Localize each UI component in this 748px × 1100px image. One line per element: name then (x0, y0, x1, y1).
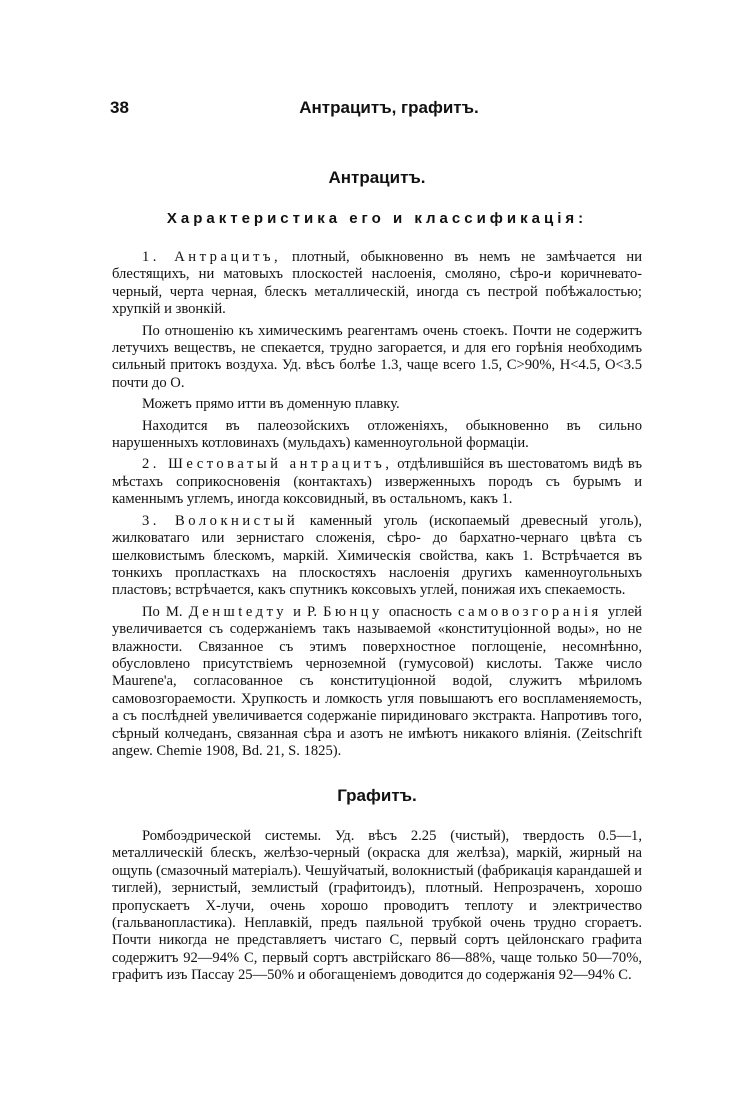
paragraph-text: По М. (142, 603, 189, 620)
paragraph-text: отдѣлившійся въ шестоватомъ видѣ въ мѣстахъ соприкосновенія (контактахъ) изверженныхъ породъ съ бурымъ и каменнымъ углемъ, иногда коксовидный, въ остальномъ, какъ 1. (112, 456, 642, 508)
anthracite-section (112, 168, 642, 760)
term-anthracite: 1. Антрацитъ, (142, 249, 282, 265)
paragraph-text: плотный, обыкновенно въ немъ не замѣчается ни блестящихъ, ни матовыхъ плоскостей наслоенія, смоляно, сѣро-и коричневато-черный, черта черная, блескъ металлическій, иногда съ пестрой побѣжалостью; хрупкій и звонкій. (112, 249, 643, 318)
paragraph-anthracite-2: По отношенію къ химическимъ реагентамъ очень стоекъ. Почти не содержитъ летучихъ веществъ, не спекается, трудно загорается, и для его горѣнія необходимъ сильный притокъ воздуха. Уд. вѣсъ болѣе 1.3, чаще всего 1.5, C>90%, H<4.5, O<3.5 почти до O. (112, 322, 642, 391)
section-title-graphite: Графитъ. (337, 786, 417, 805)
paragraph-anthracite-4: Находится въ палеозойскихъ отложеніяхъ, обыкновенно въ сильно нарушенныхъ котловинахъ (мульдахъ) каменноугольной формаціи. (112, 417, 642, 452)
paragraph-text: каменный уголь (ископаемый древесный уголь), жилковатаго или зернистаго сложенія, сѣро- до бархатно-чернаго цвѣта съ шелковистымъ блескомъ, маркій. Химическія свойства, какъ 1. Встрѣчается въ тонкихъ пропласткахъ на плоскостяхъ наслоенія другихъ каменноугольныхъ пластовъ; встрѣчается, какъ спутникъ коксовыхъ углей, понижая ихъ спекаемость. (112, 512, 642, 599)
paragraph-text: опасность (382, 603, 458, 620)
paragraph-anthracite-6 (112, 513, 642, 600)
paragraph-anthracite-5 (112, 456, 642, 508)
term-columnar-anthracite: 2. Шестоватый антрацитъ, (142, 456, 393, 473)
section-subtitle-characteristics: Характеристика его и классификація: (166, 210, 588, 227)
page-number: 38 (110, 98, 129, 117)
section-title-anthracite: Антрацитъ. (328, 168, 426, 187)
author-name-buenz: Бюнцу (323, 603, 383, 620)
author-name-denstedt: Деншtедту (188, 603, 288, 620)
paragraph-anthracite-7 (112, 604, 642, 761)
running-head: Антрацитъ, графитъ. (299, 98, 479, 117)
paragraph-graphite-1: Ромбоэдрической системы. Уд. вѣсъ 2.25 (чистый), твердость 0.5—1, металлическій блескъ, желѣзо-черный (окраска для желѣза), маркій, жирный на ощупь (смазочный матеріалъ). Чешуйчатый, волокнистый (фабрикація карандашей и тиглей), зернистый, землистый (графитоидъ), плотный. Непрозраченъ, хорошо пропускаетъ X-лучи, очень хорошо проводитъ теплоту и электричество (гальванопластика). Неплавкій, предъ паяльной трубкой очень трудно сгораетъ. Почти никогда не представляетъ чистаго C, первый сортъ цейлонскаго графита содержитъ 92—94% C, первый сортъ австрійскаго 86—88%, чаще только 50—70%, графитъ изъ Пассау 25—50% и обогащеніемъ доводится до содержанія 92—94% C. (112, 828, 642, 984)
graphite-section (112, 786, 642, 985)
paragraph-anthracite-3: Можетъ прямо итти въ доменную плавку. (142, 396, 400, 413)
term-self-ignition: самовозгоранія (457, 603, 602, 620)
paragraph-text: углей увеличивается съ содержаніемъ такъ называемой «конституціонной воды», но не влажности. Связанное съ этимъ поверхностное поглощеніе, несомнѣнно, обусловлено присутствіемъ черноземной (гумусовой) кислоты. Также число Maurene'a, согласованное съ конституціонной водой, служитъ мѣриломъ самовозгораемости. Хрупкость и ломкость угля повышаютъ его воспламеняемость, а съ послѣдней увеличивается содержаніе пиридиноваго экстракта. Напротивъ того, сѣрный колчеданъ, связанная сѣра и азотъ не имѣютъ никакого вліянія. (Zeitschrift angew. Chemie 1908, Bd. 21, S. 1825). (112, 603, 642, 759)
term-fibrous: 3. Волокнистый (142, 512, 299, 529)
paragraph-text: и Р. (287, 603, 324, 620)
paragraph-anthracite-1 (112, 249, 642, 319)
